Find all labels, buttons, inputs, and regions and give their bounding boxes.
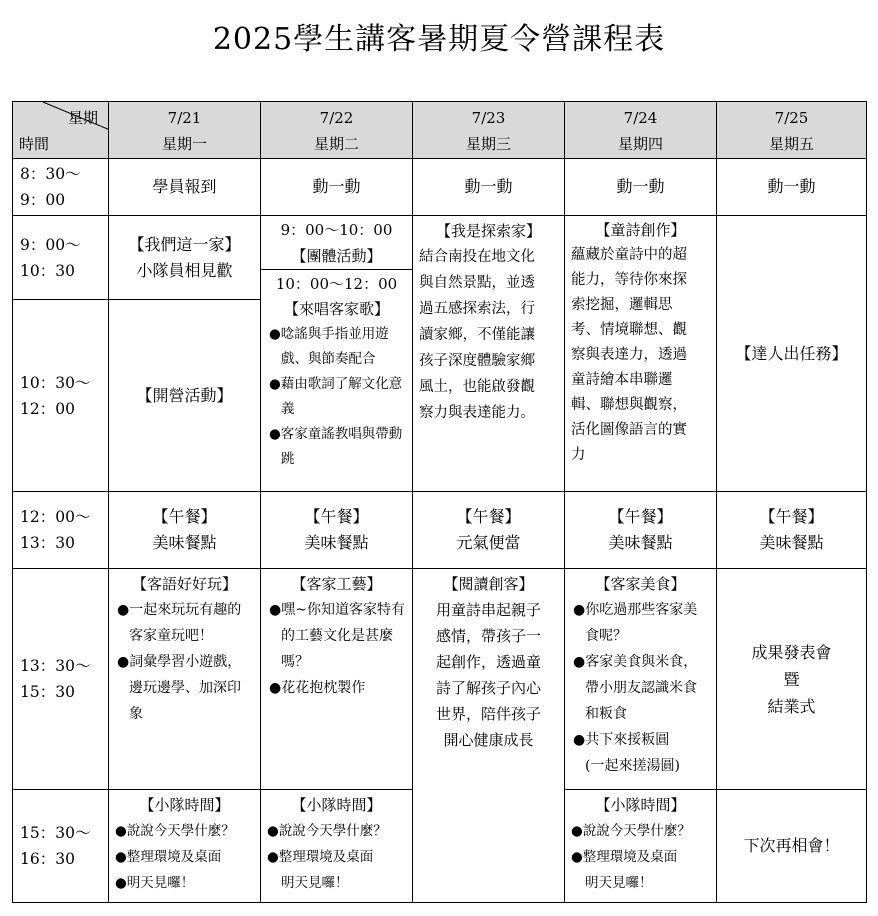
bullet-note: (一起來搓湯圓): [585, 758, 680, 774]
cell-thu-squad: [564, 789, 717, 903]
desc-line: 索挖掘，邏輯思: [571, 297, 673, 313]
day-date: 7/22: [319, 109, 354, 127]
desc-line: 開心健康成長: [443, 731, 534, 749]
bullet-item: ●客家美食與米食，帶小朋友認識米食和粄食: [573, 654, 698, 722]
activity-subtitle: 美味餐點: [608, 533, 673, 552]
desc-line: 察與表達力，透過: [571, 347, 687, 363]
activity-title: 學員報到: [152, 177, 217, 196]
bullet-item: ●說說今天學什麼？: [267, 823, 387, 839]
day-date: 7/24: [623, 109, 658, 127]
desc-line: 過五感探索法，行: [419, 301, 535, 317]
bullet-item: ●花花抱枕製作: [269, 680, 366, 696]
desc-line: 世界，陪伴孩子: [435, 705, 541, 723]
bullet-item: ●你吃過那些客家美食呢？: [573, 602, 698, 644]
time-start: 12：00～: [20, 508, 91, 526]
desc-line: 童詩繪本串聯邏: [571, 372, 673, 388]
corner-header-cell: [12, 101, 109, 159]
cell-wed-warmup: [412, 158, 565, 216]
cell-tue-craft: [260, 568, 413, 790]
time-end: 15：30: [20, 683, 75, 701]
day-header-wed: [412, 101, 565, 159]
cell-tue-team: [260, 215, 413, 270]
cell-fri-mission: [716, 215, 867, 492]
cell-tue-song: [260, 269, 413, 492]
desc-line: 詩了解孩子內心: [435, 679, 541, 697]
closing-line: 成果發表會: [751, 642, 832, 662]
bullet-item: ●說說今天學什麼？: [571, 823, 691, 839]
day-weekday: 星期二: [313, 135, 359, 153]
day-header-fri: [716, 101, 867, 159]
bullet-item: ●藉由歌詞了解文化意義: [269, 376, 403, 417]
activity-title: 【小隊時間】: [139, 796, 230, 814]
time-end: 9：00: [20, 191, 66, 209]
cell-fri-lunch: [716, 491, 867, 569]
desc-line: 輯、聯想與觀察，: [571, 397, 687, 413]
time-start: 10：30～: [20, 373, 91, 392]
desc-line: 結合南投在地文化: [419, 249, 535, 265]
desc-line: 用童詩串起親子: [435, 601, 541, 619]
desc-line: 活化圖像語言的實: [571, 422, 687, 438]
time-end: 16：30: [20, 850, 75, 868]
activity-subtitle: 元氣便當: [456, 533, 521, 552]
activity-title: 【團體活動】: [291, 247, 382, 265]
bullet-item: ●說說今天學什麼？: [115, 823, 235, 839]
cell-wed-reading: [412, 568, 565, 903]
cell-fri-warmup: [716, 158, 867, 216]
desc-line: 讀家鄉，不僅能讓: [419, 327, 535, 343]
closing-line: 結業式: [767, 696, 816, 716]
activity-subtitle: 美味餐點: [759, 533, 824, 552]
bullet-item: 明天見囉！: [585, 875, 653, 891]
cell-thu-lunch: [564, 491, 717, 569]
day-header-mon: [108, 101, 261, 159]
desc-line: 蘊藏於童詩中的超: [571, 247, 687, 263]
time-start: 15：30～: [20, 824, 91, 842]
day-weekday: 星期三: [465, 135, 511, 153]
activity-title: 【客家工藝】: [291, 575, 382, 593]
day-weekday: 星期四: [617, 135, 663, 153]
bullet-item: ●客家童謠教唱與帶動跳: [269, 426, 403, 467]
cell-wed-explorer: [412, 215, 565, 492]
time-cell-1030: [12, 299, 109, 492]
desc-line: 察力與表達能力。: [419, 405, 535, 421]
activity-title: 【午餐】: [456, 507, 521, 526]
activity-title: 下次再相會！: [743, 836, 840, 855]
time-start: 9：00～: [20, 235, 81, 254]
bullet-item: 明天見囉！: [281, 875, 349, 891]
cell-thu-warmup: [564, 158, 717, 216]
activity-title: 【午餐】: [304, 507, 369, 526]
bullet-item: ●嘿~你知道客家特有的工藝文化是甚麼嗎？: [269, 602, 405, 670]
day-header-tue: [260, 101, 413, 159]
cell-mon-opening: [108, 299, 261, 492]
activity-title: 【童詩創作】: [595, 221, 686, 239]
bullet-item: ●一起來玩玩有趣的客家童玩吧！: [117, 602, 242, 644]
bullet-item: ●整理環境及桌面: [571, 849, 678, 865]
cell-tue-lunch: [260, 491, 413, 569]
bullet-item: ●詞彙學習小遊戲，邊玩邊學、加深印象: [117, 654, 242, 722]
cell-tue-squad: [260, 789, 413, 903]
time-cell-0900: [12, 215, 109, 300]
time-start: 8：30～: [20, 165, 81, 183]
time-end: 12：00: [20, 399, 75, 418]
activity-title: 【午餐】: [152, 507, 217, 526]
activity-title: 【小隊時間】: [595, 796, 686, 814]
corner-weekday-label: 星期: [67, 109, 98, 127]
closing-line: 暨: [783, 669, 800, 689]
bullet-item: ●共下來挼粄圓: [573, 732, 670, 748]
page-title: 2025學生講客暑期夏令營課程表: [212, 22, 666, 57]
activity-title: 【我們這一家】: [128, 234, 241, 254]
bullet-item: ●整理環境及桌面: [115, 849, 222, 865]
cell-fri-farewell: [716, 789, 867, 903]
activity-title: 動一動: [767, 177, 816, 196]
cell-mon-checkin: [108, 158, 261, 216]
time-cell-1330: [12, 568, 109, 790]
day-date: 7/21: [167, 109, 202, 127]
activity-title: 【來唱客家歌】: [283, 300, 389, 318]
time-end: 10：30: [20, 261, 75, 280]
activity-subtitle: 小隊員相見歡: [136, 260, 233, 280]
day-date: 7/23: [471, 109, 506, 127]
cell-mon-hakka-fun: [108, 568, 261, 790]
cell-mon-squad: [108, 789, 261, 903]
time-cell-1530: [12, 789, 109, 903]
activity-title: 動一動: [464, 177, 513, 196]
cell-mon-lunch: [108, 491, 261, 569]
time-cell-0830: [12, 158, 109, 216]
bullet-item: ●整理環境及桌面: [267, 849, 374, 865]
activity-title: 【我是探索家】: [435, 222, 541, 240]
activity-title: 【午餐】: [608, 507, 673, 526]
activity-title: 【午餐】: [759, 507, 824, 526]
bullet-item: ●唸謠與手指並用遊戲、與節奏配合: [269, 326, 389, 367]
time-start: 13：30～: [20, 657, 91, 675]
cell-tue-warmup: [260, 158, 413, 216]
cell-thu-food: [564, 568, 717, 790]
activity-title: 【小隊時間】: [291, 796, 382, 814]
activity-time: 10：00～12：00: [275, 275, 398, 293]
cell-thu-poem: [564, 215, 717, 492]
cell-mon-family: [108, 215, 261, 300]
cell-wed-lunch: [412, 491, 565, 569]
day-weekday: 星期五: [768, 135, 814, 153]
bullet-item: ●明天見囉！: [115, 875, 195, 891]
activity-subtitle: 美味餐點: [152, 533, 217, 552]
desc-line: 起創作，透過童: [435, 653, 541, 671]
activity-title: 動一動: [312, 177, 361, 196]
activity-title: 【開營活動】: [136, 385, 233, 405]
time-cell-1200: [12, 491, 109, 569]
day-weekday: 星期一: [161, 135, 207, 153]
time-end: 13：30: [20, 534, 75, 552]
cell-fri-closing: [716, 568, 867, 790]
activity-title: 【客家美食】: [595, 575, 686, 593]
day-header-thu: [564, 101, 717, 159]
desc-line: 風土，也能啟發觀: [419, 379, 535, 395]
activity-title: 【閱讀創客】: [443, 575, 534, 593]
desc-line: 力: [571, 447, 586, 463]
activity-time: 9：00～10：00: [280, 221, 393, 239]
desc-line: 能力，等待你來探: [571, 272, 687, 288]
activity-title: 【達人出任務】: [735, 343, 848, 363]
schedule-table: [12, 101, 867, 903]
corner-time-label: 時間: [19, 135, 50, 153]
desc-line: 與自然景點，並透: [419, 275, 535, 291]
day-date: 7/25: [774, 109, 809, 127]
desc-line: 考、情境聯想、觀: [571, 322, 687, 338]
activity-subtitle: 美味餐點: [304, 533, 369, 552]
activity-title: 【客語好好玩】: [131, 575, 237, 593]
activity-title: 動一動: [616, 177, 665, 196]
desc-line: 孩子深度體驗家鄉: [419, 353, 535, 369]
desc-line: 感情，帶孩子一: [435, 627, 541, 645]
